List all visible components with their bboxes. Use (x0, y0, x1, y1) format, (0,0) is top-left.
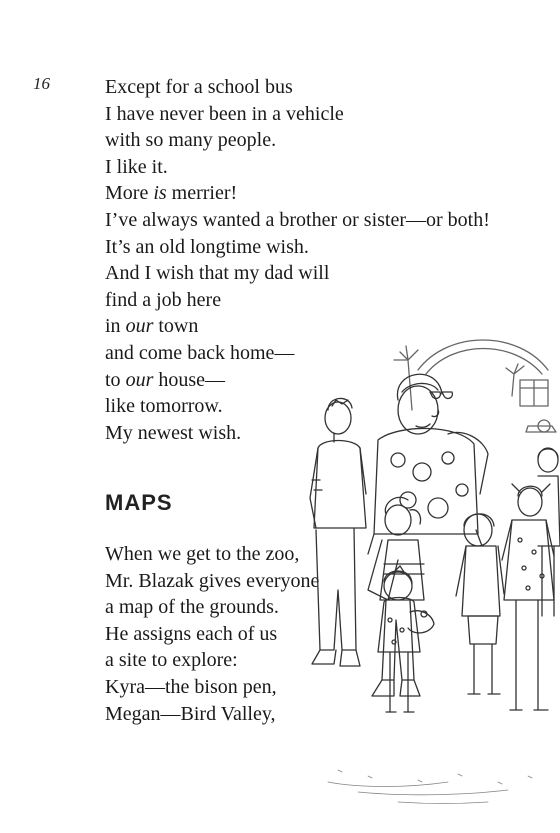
line-text: Mr. Blazak gives everyone (105, 569, 320, 592)
line-text: and come back home— (105, 341, 295, 364)
poem-line (105, 127, 535, 154)
poem-line (105, 674, 325, 701)
line-text: Kyra—the bison pen, (105, 675, 277, 698)
poem-line (105, 287, 535, 314)
line-text: When we get to the zoo, (105, 543, 300, 565)
line-text-after: town (153, 315, 199, 338)
poem-line (105, 234, 535, 261)
line-text-after: merrier! (166, 182, 238, 205)
line-text: a site to explore: (105, 649, 238, 672)
section-title: MAPS (105, 490, 173, 515)
line-text: in (105, 315, 126, 338)
girl-figure-right (502, 484, 554, 710)
line-text: He assigns each of us (105, 622, 278, 645)
man-figure (310, 398, 366, 666)
ground-shadow (328, 770, 532, 804)
line-text: find a job here (105, 288, 222, 311)
line-text: Except for a school bus (105, 76, 293, 98)
line-text: like tomorrow. (105, 395, 223, 418)
poem-line (105, 541, 325, 568)
line-text: It’s an old longtime wish. (105, 235, 309, 258)
poem-line (105, 568, 325, 595)
poem-body-maps (105, 541, 325, 727)
poem-line (105, 647, 325, 674)
line-text: I’ve always wanted a brother or sister—or both! (105, 208, 490, 231)
zoo-group-illustration (298, 330, 560, 820)
poem-line (105, 594, 325, 621)
poem-line (105, 701, 325, 728)
line-emphasis: our (125, 315, 154, 338)
line-emphasis: our (125, 368, 154, 391)
line-text: I have never been in a vehicle (105, 102, 344, 125)
line-text: My newest wish. (105, 421, 242, 444)
line-text-after: house— (153, 368, 226, 391)
girl-figure-left (368, 497, 424, 696)
small-girl-figure (378, 566, 434, 712)
line-text: to (105, 368, 126, 391)
poem-line (105, 621, 325, 648)
line-text: I like it. (105, 155, 168, 178)
poem-line (105, 260, 535, 287)
line-text: with so many people. (105, 129, 277, 152)
line-text: a map of the grounds. (105, 596, 279, 619)
poem-line (105, 74, 535, 101)
line-text: And I wish that my dad will (105, 262, 330, 285)
page-number: 16 (33, 74, 50, 93)
poem-line (105, 154, 535, 181)
line-text: More (105, 182, 154, 205)
poem-line (105, 101, 535, 128)
poem-line (105, 207, 535, 234)
poem-line (105, 180, 535, 207)
line-text: Megan—Bird Valley, (105, 702, 276, 725)
line-emphasis: is (153, 182, 167, 205)
